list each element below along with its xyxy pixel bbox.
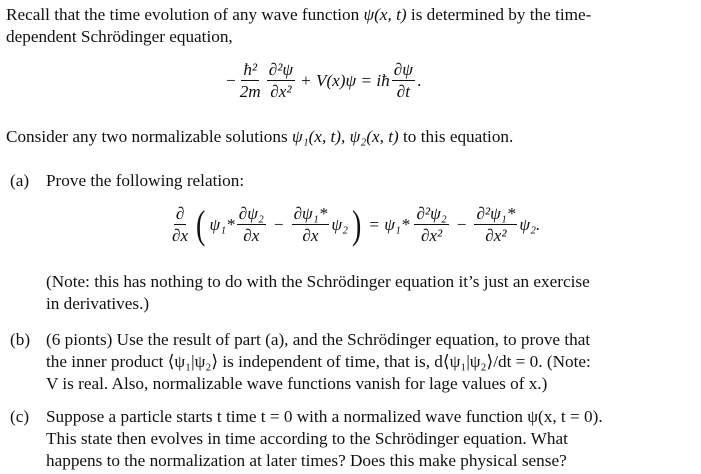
pa-frac3-den: ∂x² (420, 226, 443, 245)
eq1-frac3-den: ∂t (396, 82, 410, 101)
part-c-line-3: happens to the normalization at later times? Does this make physical sense? (46, 451, 567, 470)
eq1-frac-d2psi (267, 60, 295, 101)
right-paren: ) (351, 201, 362, 247)
part-a-note-2: in derivatives.) (46, 294, 150, 313)
pa-frac-d (170, 204, 190, 245)
pa-frac1 (237, 204, 266, 245)
pa-frac-d-den: ∂x (172, 226, 189, 245)
part-c-label: (c) (10, 407, 30, 426)
pa-minus2: − (456, 214, 467, 234)
pa-t1: ψ₁* (209, 214, 235, 234)
part-b-line-3: V is real. Also, normalizable wave functions vanish for lage values of x.) (46, 374, 548, 393)
consider-line (6, 127, 513, 147)
eq1-frac2-num: ∂²ψ (268, 60, 294, 79)
pa-frac-d-num: ∂ (175, 204, 185, 223)
intro-line-2: dependent Schrödinger equation, (6, 27, 233, 46)
part-a-note-1: (Note: this has nothing to do with the Schrödinger equation it’s just an exercise (46, 272, 590, 291)
schrodinger-equation (226, 60, 421, 101)
pa-frac1-num: ∂ψ₂ (238, 204, 264, 223)
left-paren: ( (196, 201, 206, 247)
eq1-frac1-num: ħ² (243, 60, 258, 79)
intro-line-1 (6, 5, 591, 25)
pa-frac2-num: ∂ψ₁* (293, 204, 328, 223)
pa-frac3 (414, 204, 448, 245)
eq1-frac3-num: ∂ψ (393, 60, 413, 79)
pa-minus: − (273, 214, 284, 234)
pa-frac4 (474, 204, 517, 245)
consider-math: ψ₁(x, t), ψ₂(x, t) (291, 127, 399, 146)
pa-frac4-den: ∂x² (485, 226, 507, 245)
part-c-line-1: Suppose a particle starts t time t = 0 with a normalized wave function ψ(x, t = 0). (46, 407, 603, 426)
intro-text-a: Recall that the time evolution of any wave function (6, 5, 364, 24)
consider-text-a: Consider any two normalizable solutions (6, 127, 292, 146)
pa-frac1-den: ∂x (243, 226, 260, 245)
eq1-minus: − (226, 70, 236, 90)
part-a-equation (168, 201, 541, 247)
eq1-end: . (416, 70, 422, 90)
part-b-line-2: the inner product ⟨ψ₁|ψ₂⟩ is independent of time, that is, d⟨ψ₁|ψ₂⟩/dt = 0. (Note: (46, 352, 591, 371)
part-a-text: Prove the following relation: (46, 171, 245, 190)
eq1-frac1-den: 2m (239, 82, 261, 101)
part-c-line-2: This state then evolves in time according to the Schrödinger equation. What (46, 429, 568, 448)
intro-text-b: is determined by the time- (406, 5, 592, 24)
part-b-line-1: (6 pionts) Use the result of part (a), and the Schrödinger equation, to prove that (46, 330, 591, 349)
pa-frac3-num: ∂²ψ₂ (416, 204, 447, 223)
pa-end: ψ₂. (519, 214, 541, 234)
eq1-middle: + V(x)ψ = iħ (300, 70, 390, 90)
consider-text-b: to this equation. (398, 127, 514, 146)
pa-t2: ψ₂ (331, 214, 348, 234)
pa-frac4-num: ∂²ψ₁* (476, 204, 516, 223)
part-a-label: (a) (10, 171, 30, 190)
intro-math: ψ(x, t) (363, 5, 407, 24)
pa-equals: = ψ₁* (368, 214, 410, 234)
pa-frac2 (292, 204, 330, 245)
pa-frac2-den: ∂x (302, 226, 319, 245)
part-b-label: (b) (10, 330, 31, 349)
eq1-frac-dpsi (392, 60, 415, 101)
eq1-frac2-den: ∂x² (270, 82, 292, 101)
eq1-frac-hbar (238, 60, 263, 101)
